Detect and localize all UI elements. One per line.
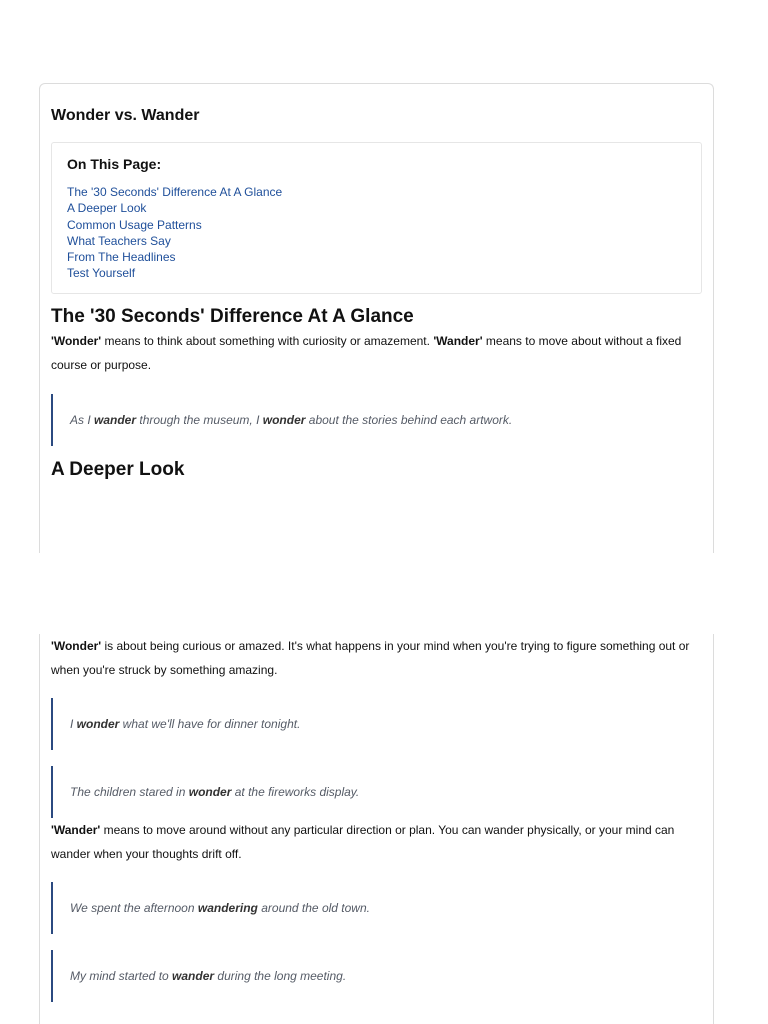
example-quote xyxy=(51,882,702,934)
quote-keyword: wandering xyxy=(197,901,258,915)
quote-text: during the long meeting. xyxy=(214,969,347,983)
article-panel-top xyxy=(39,83,714,553)
table-of-contents xyxy=(51,142,702,294)
wonder-explanation xyxy=(51,634,702,682)
definition-wander-text: means to move about without a fixed course or purpose. xyxy=(51,333,682,372)
quote-text: around the old town. xyxy=(257,901,370,915)
quote-text: I xyxy=(70,717,77,731)
quote-text: at the fireworks display. xyxy=(231,785,360,799)
example-quote xyxy=(51,766,702,818)
quote-text: My mind started to xyxy=(70,969,173,983)
toc-link-deeper-look[interactable]: A Deeper Look xyxy=(67,201,147,216)
quote-text: about the stories behind each artwork. xyxy=(305,412,513,427)
article-panel-bottom xyxy=(39,634,714,1024)
toc-item xyxy=(67,217,686,233)
quote-text: As I xyxy=(70,412,95,427)
toc-link-headlines[interactable]: From The Headlines xyxy=(67,250,176,265)
quote-text: what we'll have for dinner tonight. xyxy=(119,717,301,731)
quote-text: We spent the afternoon xyxy=(70,901,198,915)
example-quote xyxy=(51,950,702,1002)
toc-item xyxy=(67,233,686,249)
toc-item xyxy=(67,265,686,281)
example-quote xyxy=(51,394,702,446)
term-wander: 'Wander' xyxy=(51,823,101,837)
toc-item xyxy=(67,184,686,200)
toc-item xyxy=(67,200,686,216)
term-wonder: 'Wonder' xyxy=(51,333,102,348)
definition-paragraph xyxy=(51,329,702,377)
toc-link-test-yourself[interactable]: Test Yourself xyxy=(67,266,136,281)
quote-keyword: wander xyxy=(172,969,215,983)
example-quote xyxy=(51,698,702,750)
section-heading-deeper-look: A Deeper Look xyxy=(51,458,185,480)
quote-keyword: wonder xyxy=(188,785,232,799)
quote-keyword: wonder xyxy=(76,717,120,731)
toc-title: On This Page: xyxy=(67,156,162,172)
toc-item xyxy=(67,249,686,265)
wander-explanation-text: means to move around without any particular direction or plan. You can wander physically, or your mind can wander when your thoughts drift off. xyxy=(51,823,675,861)
toc-link-usage-patterns[interactable]: Common Usage Patterns xyxy=(67,217,202,232)
quote-keyword: wonder xyxy=(262,412,306,427)
definition-wonder-text: means to think about something with curiosity or amazement. xyxy=(101,333,434,348)
wander-explanation xyxy=(51,818,702,866)
quote-text: through the museum, I xyxy=(136,412,263,427)
term-wander: 'Wander' xyxy=(433,333,483,348)
toc-list xyxy=(67,184,686,282)
page-title: Wonder vs. Wander xyxy=(51,107,200,124)
term-wonder: 'Wonder' xyxy=(51,639,102,653)
section-heading-glance: The '30 Seconds' Difference At A Glance xyxy=(51,305,414,327)
quote-keyword: wander xyxy=(94,412,137,427)
toc-link-glance[interactable]: The '30 Seconds' Difference At A Glance xyxy=(67,185,283,199)
quote-text: The children stared in xyxy=(70,785,189,799)
wonder-explanation-text: is about being curious or amazed. It's what happens in your mind when you're trying to figure something out or when you're struck by something amazing. xyxy=(51,639,690,677)
toc-link-teachers-say[interactable]: What Teachers Say xyxy=(67,233,171,248)
